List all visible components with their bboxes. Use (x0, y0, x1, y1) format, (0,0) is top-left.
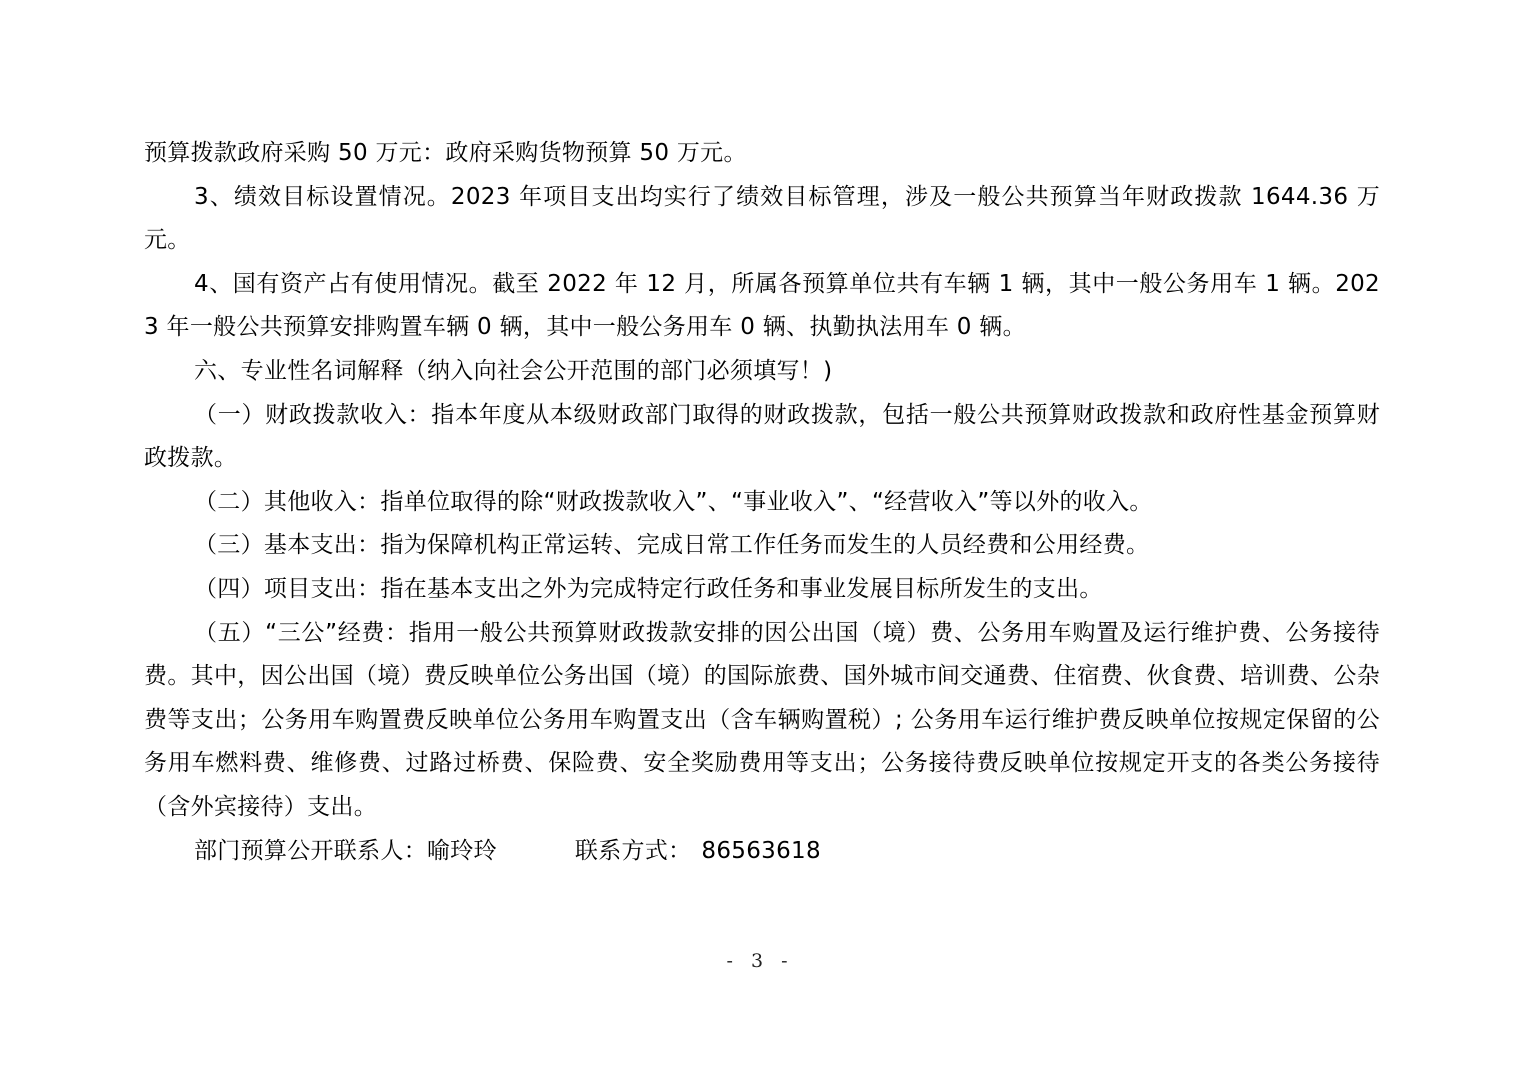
term-fiscal-appropriation-income: （一）财政拨款收入：指本年度从本级财政部门取得的财政拨款，包括一般公共预算财政拨款和政府性基金预算财政拨款。 (144, 401, 1380, 472)
term-other-income: （二）其他收入：指单位取得的除“财政拨款收入”、“事业收入”、“经营收入”等以外的收入。 (194, 488, 1153, 515)
contact-phone-number: 86563618 (701, 837, 821, 864)
term-three-public-expenses: （五）“三公”经费：指用一般公共预算财政拨款安排的因公出国（境）费、公务用车购置及运行维护费、公务接待费。其中，因公出国（境）费反映单位公务出国（境）的国际旅费、国外城市间交通费、住宿费、伙食费、培训费、公杂费等支出；公务用车购置费反映单位公务用车购置支出（含车辆购置税）; 公务用车运行维护费反映单位按规定保留的公务用车燃料费、维修费、过路过桥费、保险费、安全奖励费用等支出；公务接待费反映单位按规定开支的各类公务接待（含外宾接待）支出。 (144, 619, 1380, 820)
term-basic-expenditure: （三）基本支出：指为保障机构正常运转、完成日常工作任务而发生的人员经费和公用经费。 (194, 532, 1150, 559)
contact-person: 部门预算公开联系人：喻玲玲 (194, 837, 497, 864)
page-number: - 3 - (726, 950, 794, 972)
term-project-expenditure: （四）项目支出：指在基本支出之外为完成特定行政任务和事业发展目标所发生的支出。 (194, 575, 1103, 602)
paragraph-state-assets: 4、国有资产占有使用情况。截至 2022 年 12 月，所属各预算单位共有车辆 1 辆，其中一般公务用车 1 辆。2023 年一般公共预算安排购置车辆 0 辆，其中一般公务用车 0 辆、执勤执法用车 0 辆。 (144, 270, 1380, 341)
section-heading-terms: 六、专业性名词解释（纳入向社会公开范围的部门必须填写！) (194, 357, 833, 384)
paragraph-procurement: 预算拨款政府采购 50 万元：政府采购货物预算 50 万元。 (144, 140, 747, 166)
contact-line (144, 830, 1380, 874)
contact-method-label: 联系方式： (574, 837, 692, 864)
paragraph-performance-goals: 3、绩效目标设置情况。2023 年项目支出均实行了绩效目标管理，涉及一般公共预算当年财政拨款 1644.36 万元。 (144, 183, 1380, 254)
document-page (144, 132, 1380, 873)
